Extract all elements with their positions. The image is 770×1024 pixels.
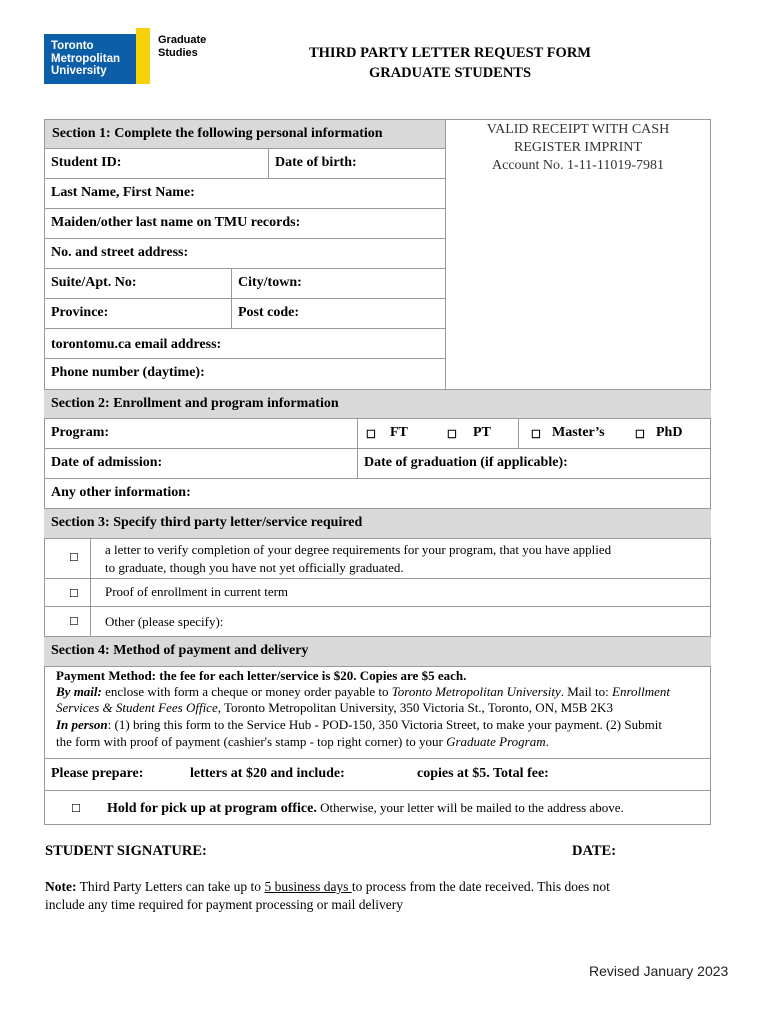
masters-checkbox[interactable]: ☐ bbox=[531, 429, 541, 441]
row-pickup bbox=[44, 791, 711, 825]
receipt-box bbox=[447, 121, 709, 175]
copies-count-field[interactable]: copies at $5. Total fee: bbox=[417, 766, 549, 781]
row-email bbox=[44, 329, 446, 359]
payment-method-line: Payment Method: the fee for each letter/service is $20. Copies are $5 each. bbox=[56, 668, 467, 683]
person-end: . bbox=[545, 734, 549, 749]
note-line-2: include any time required for payment processing or mail delivery bbox=[45, 897, 404, 912]
suite-field[interactable]: Suite/Apt. No: bbox=[51, 275, 137, 290]
name-field[interactable]: Last Name, First Name: bbox=[51, 185, 195, 200]
postcode-field[interactable]: Post code: bbox=[238, 305, 300, 320]
person-text: : (1) bring this form to the Service Hub - POD-150, 350 Victoria Street, to make your payment. (2) Submit bbox=[107, 717, 662, 732]
row-dates bbox=[44, 449, 711, 479]
mail-line-2 bbox=[56, 699, 613, 716]
divider bbox=[268, 149, 269, 179]
logo-line-3: University bbox=[51, 65, 107, 77]
note-line-1 bbox=[45, 879, 610, 895]
revision-date: Revised January 2023 bbox=[589, 963, 729, 979]
phone-field[interactable]: Phone number (daytime): bbox=[51, 365, 205, 380]
note-label: Note: bbox=[45, 879, 77, 894]
divider bbox=[518, 419, 519, 449]
mail-address: , Toronto Metropolitan University, 350 Victoria St., Toronto, ON, M5B 2K3 bbox=[217, 700, 613, 715]
option-2-checkbox[interactable]: ☐ bbox=[69, 588, 79, 600]
option-2-text: Proof of enrollment in current term bbox=[105, 584, 289, 599]
logo-line-2: Metropolitan bbox=[51, 52, 120, 65]
email-field[interactable]: torontomu.ca email address: bbox=[51, 337, 222, 352]
option-1-text-2: to graduate, though you have not yet officially graduated. bbox=[105, 560, 404, 575]
ft-checkbox[interactable]: ☐ bbox=[366, 429, 376, 441]
person-text-2: the form with proof of payment (cashier's stamp - top right corner) to your bbox=[56, 734, 447, 749]
row-prepare bbox=[44, 759, 711, 791]
option-3-text[interactable]: Other (please specify): bbox=[105, 614, 224, 629]
section3-header bbox=[44, 509, 711, 539]
option-3-checkbox[interactable]: ☐ bbox=[69, 616, 79, 628]
logo-line-1: Toronto bbox=[51, 40, 94, 52]
date-field[interactable]: DATE: bbox=[572, 843, 617, 859]
province-field[interactable]: Province: bbox=[51, 305, 109, 320]
receipt-line-2: REGISTER IMPRINT bbox=[514, 140, 642, 155]
note-text-1: Third Party Letters can take up to bbox=[76, 879, 265, 894]
pickup-checkbox[interactable]: ☐ bbox=[71, 803, 81, 815]
option-1-text-1: a letter to verify completion of your degree requirements for your program, that you have applied bbox=[105, 542, 612, 557]
row-option-3 bbox=[44, 607, 711, 637]
mail-to: . Mail to: bbox=[560, 684, 613, 699]
payment-info bbox=[44, 667, 711, 759]
mail-line bbox=[56, 683, 670, 700]
dept-line-1: Graduate bbox=[158, 34, 207, 46]
form-title: THIRD PARTY LETTER REQUEST FORM bbox=[308, 45, 591, 61]
letters-count-field[interactable]: letters at $20 and include: bbox=[190, 766, 345, 781]
admission-date-field[interactable]: Date of admission: bbox=[51, 455, 163, 470]
row-other-info bbox=[44, 479, 711, 509]
other-info-field[interactable]: Any other information: bbox=[51, 485, 191, 500]
note-text-2: to process from the date received. This does not bbox=[351, 879, 610, 894]
section2-heading: Section 2: Enrollment and program information bbox=[51, 396, 339, 411]
dept-line-2: Studies bbox=[158, 46, 198, 59]
phd-checkbox[interactable]: ☐ bbox=[635, 429, 645, 441]
person-label: In person bbox=[56, 717, 108, 732]
phd-label: PhD bbox=[656, 425, 683, 440]
row-option-2 bbox=[44, 579, 711, 607]
receipt-account: Account No. 1-11-11019-7981 bbox=[492, 158, 664, 173]
pickup-rest: Otherwise, your letter will be mailed to the address above. bbox=[316, 800, 624, 815]
dob-field[interactable]: Date of birth: bbox=[275, 155, 357, 170]
row-street bbox=[44, 239, 446, 269]
section4-header bbox=[44, 637, 711, 667]
mail-office-2: Services & Student Fees Office bbox=[56, 700, 218, 715]
option-1-checkbox[interactable]: ☐ bbox=[69, 552, 79, 564]
form-subtitle: GRADUATE STUDENTS bbox=[368, 65, 532, 81]
row-phone bbox=[44, 359, 446, 389]
receipt-line-1: VALID RECEIPT WITH CASH bbox=[486, 122, 670, 137]
section1-header bbox=[44, 119, 446, 149]
mail-payee: Toronto Metropolitan University bbox=[391, 684, 561, 699]
row-option-1 bbox=[44, 539, 711, 579]
maiden-name-field[interactable]: Maiden/other last name on TMU records: bbox=[51, 215, 301, 230]
pickup-bold: Hold for pick up at program office. bbox=[107, 801, 317, 816]
pt-label: PT bbox=[473, 425, 491, 440]
masters-label: Master’s bbox=[552, 425, 605, 440]
graduation-date-field[interactable]: Date of graduation (if applicable): bbox=[364, 455, 568, 470]
mail-label: By mail: bbox=[56, 684, 102, 699]
section2-header bbox=[44, 389, 711, 419]
person-line-2 bbox=[56, 733, 549, 750]
row-maiden bbox=[44, 209, 446, 239]
mail-text: enclose with form a cheque or money order payable to bbox=[101, 684, 392, 699]
pickup-text bbox=[107, 800, 624, 817]
student-id-field[interactable]: Student ID: bbox=[51, 155, 122, 170]
section1-heading: Section 1: Complete the following personal information bbox=[52, 126, 383, 141]
signature-field[interactable]: STUDENT SIGNATURE: bbox=[45, 843, 207, 859]
street-field[interactable]: No. and street address: bbox=[51, 245, 189, 260]
pt-checkbox[interactable]: ☐ bbox=[447, 429, 457, 441]
ft-label: FT bbox=[390, 425, 408, 440]
mail-office-1: Enrollment bbox=[612, 684, 671, 699]
section3-heading: Section 3: Specify third party letter/service required bbox=[51, 515, 363, 530]
row-suite-city bbox=[44, 269, 446, 299]
section4-heading: Section 4: Method of payment and delivery bbox=[51, 643, 309, 658]
city-field[interactable]: City/town: bbox=[238, 275, 302, 290]
row-program bbox=[44, 419, 711, 449]
note-underlined: 5 business days bbox=[264, 879, 352, 894]
row-name bbox=[44, 179, 446, 209]
person-line bbox=[56, 716, 662, 733]
prepare-label: Please prepare: bbox=[51, 766, 144, 781]
program-field[interactable]: Program: bbox=[51, 425, 110, 440]
person-program: Graduate Program bbox=[446, 734, 546, 749]
row-id-dob bbox=[44, 149, 446, 179]
row-province-post bbox=[44, 299, 446, 329]
